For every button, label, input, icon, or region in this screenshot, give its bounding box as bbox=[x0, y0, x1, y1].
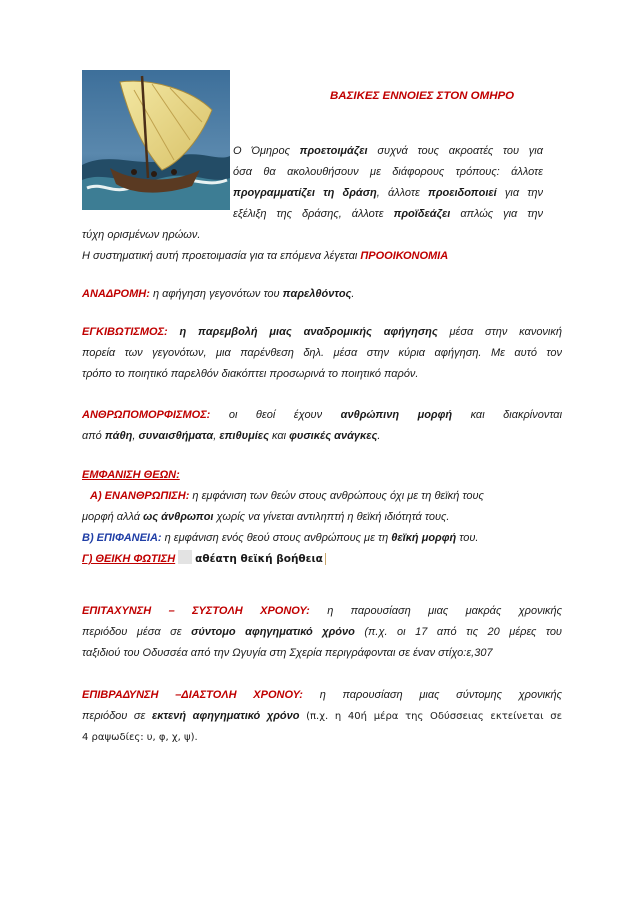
anthropomorfismos-paragraph: ΑΝΘΡΩΠΟΜΟΡΦΙΣΜΟΣ: οι θεοί έχουν ανθρώπινη μορφή και διακρίνονται από πάθη, συναισθήματα, επιθυμίες και φυσικές ανάγκες. bbox=[82, 409, 563, 442]
emfanisi-section bbox=[82, 465, 562, 570]
intro-line-4: εξέλιξη της δράσης, άλλοτε προϊδεάζει απλώς για την bbox=[233, 208, 543, 220]
intro-continuation bbox=[82, 225, 562, 267]
highlight-gap bbox=[178, 550, 192, 564]
epivradynsi-term: ΕΠΙΒΡΑΔΥΝΣΗ –ΔΙΑΣΤΟΛΗ ΧΡΟΝΟΥ: bbox=[82, 689, 303, 701]
intro-line-3: προγραμματίζει τη δράση, άλλοτε προειδοποιεί για την bbox=[233, 187, 543, 199]
intro-line-6: Η συστηματική αυτή προετοιμασία για τα επόμενα λέγεται ΠΡΟΟΙΚΟΝΟΜΙΑ bbox=[82, 250, 449, 262]
ship-illustration bbox=[82, 70, 230, 210]
egkivotismos-term: ΕΓΚΙΒΩΤΙΣΜΟΣ: bbox=[82, 326, 168, 338]
enanthropisi-line: Α) ΕΝΑΝΘΡΩΠΙΣΗ: η εμφάνιση των θεών στους ανθρώπους όχι με τη θεϊκή τους bbox=[90, 490, 484, 502]
anthropomorfismos-term: ΑΝΘΡΩΠΟΜΟΡΦΙΣΜΟΣ: bbox=[82, 409, 211, 421]
epitaxynsi-line-3: ταξιδιού του Οδυσσέα από την Ωγυγία στη Σχερία περιγράφονται σε έναν στίχο:ε,307 bbox=[82, 647, 493, 659]
egkivotismos-paragraph: ΕΓΚΙΒΩΤΙΣΜΟΣ: η παρεμβολή μιας αναδρομικής αφήγησης μέσα στην κανονική πορεία των γεγονότων, μια παρένθεση δηλ. μέσα στην κύρια αφήγηση. Με αυτό τον τρόπο το ποιητικό παρελθόν διακόπτει προσωρινά το ποιητικό παρόν. bbox=[82, 322, 562, 385]
enanthropisi-line-2: μορφή αλλά ως άνθρωποι χωρίς να γίνεται αντιληπτή η θεϊκή ιδιότητά τους. bbox=[82, 511, 450, 523]
theiki-fotisi-line: Γ) ΘΕΙΚΗ ΦΩΤΙΣΗ αθέατη θεϊκή βοήθεια bbox=[82, 549, 562, 570]
epivradynsi-line-3: 4 ραψωδίες: υ, φ, χ, ψ). bbox=[82, 732, 198, 743]
intro-line-5: τύχη ορισμένων ηρώων. bbox=[82, 229, 201, 241]
epifaneia-line: Β) ΕΠΙΦΑΝΕΙΑ: η εμφάνιση ενός θεού στους ανθρώπους με τη θεϊκή μορφή του. bbox=[82, 532, 479, 544]
anadromi-paragraph: ΑΝΑΔΡΟΜΗ: η αφήγηση γεγονότων του παρελθόντος. bbox=[82, 288, 355, 300]
epitaxynsi-paragraph: ΕΠΙΤΑΧΥΝΣΗ – ΣΥΣΤΟΛΗ ΧΡΟΝΟΥ: η παρουσίαση μιας μακράς χρονικής περιόδου μέσα σε σύντομο αφηγηματικό χρόνο (π.χ. οι 17 από τις 20 μέρες του ταξιδιού του Οδυσσέα από την Ωγυγία στη Σχερία περιγράφονται σε έναν στίχο:ε,307 bbox=[82, 601, 562, 664]
intro-paragraph bbox=[233, 141, 543, 225]
intro-line-1: Ο Όμηρος προετοιμάζει συχνά τους ακροατές του για bbox=[233, 145, 543, 157]
emfanisi-heading: ΕΜΦΑΝΙΣΗ ΘΕΩΝ: bbox=[82, 469, 180, 481]
epivradynsi-paragraph: ΕΠΙΒΡΑΔΥΝΣΗ –ΔΙΑΣΤΟΛΗ ΧΡΟΝΟΥ: η παρουσίαση μιας σύντομης χρονικής περιόδου σε εκτενή αφηγηματικό χρόνο (π.χ. η 40ή μέρα της Οδύσσειας εκτείνεται σε 4 ραψωδίες: υ, φ, χ, ψ). bbox=[82, 685, 562, 748]
prooikonomia-term: ΠΡΟΟΙΚΟΝΟΜΙΑ bbox=[360, 250, 449, 262]
egkivotismos-line-3: τρόπο το ποιητικό παρελθόν διακόπτει προσωρινά το ποιητικό παρόν. bbox=[82, 368, 419, 380]
intro-line-2: όσα θα ακολουθήσουν με διάφορους τρόπους: άλλοτε bbox=[233, 166, 543, 178]
document-title: ΒΑΣΙΚΕΣ ΕΝΝΟΙΕΣ ΣΤΟΝ ΟΜΗΡΟ bbox=[330, 90, 515, 102]
anadromi-term: ΑΝΑΔΡΟΜΗ: bbox=[82, 288, 150, 300]
epitaxynsi-term: ΕΠΙΤΑΧΥΝΣΗ – ΣΥΣΤΟΛΗ ΧΡΟΝΟΥ: bbox=[82, 605, 310, 617]
egkivotismos-line-2: πορεία των γεγονότων, μια παρένθεση δηλ. μέσα στην κύρια αφήγηση. Με αυτό τον bbox=[82, 347, 562, 359]
